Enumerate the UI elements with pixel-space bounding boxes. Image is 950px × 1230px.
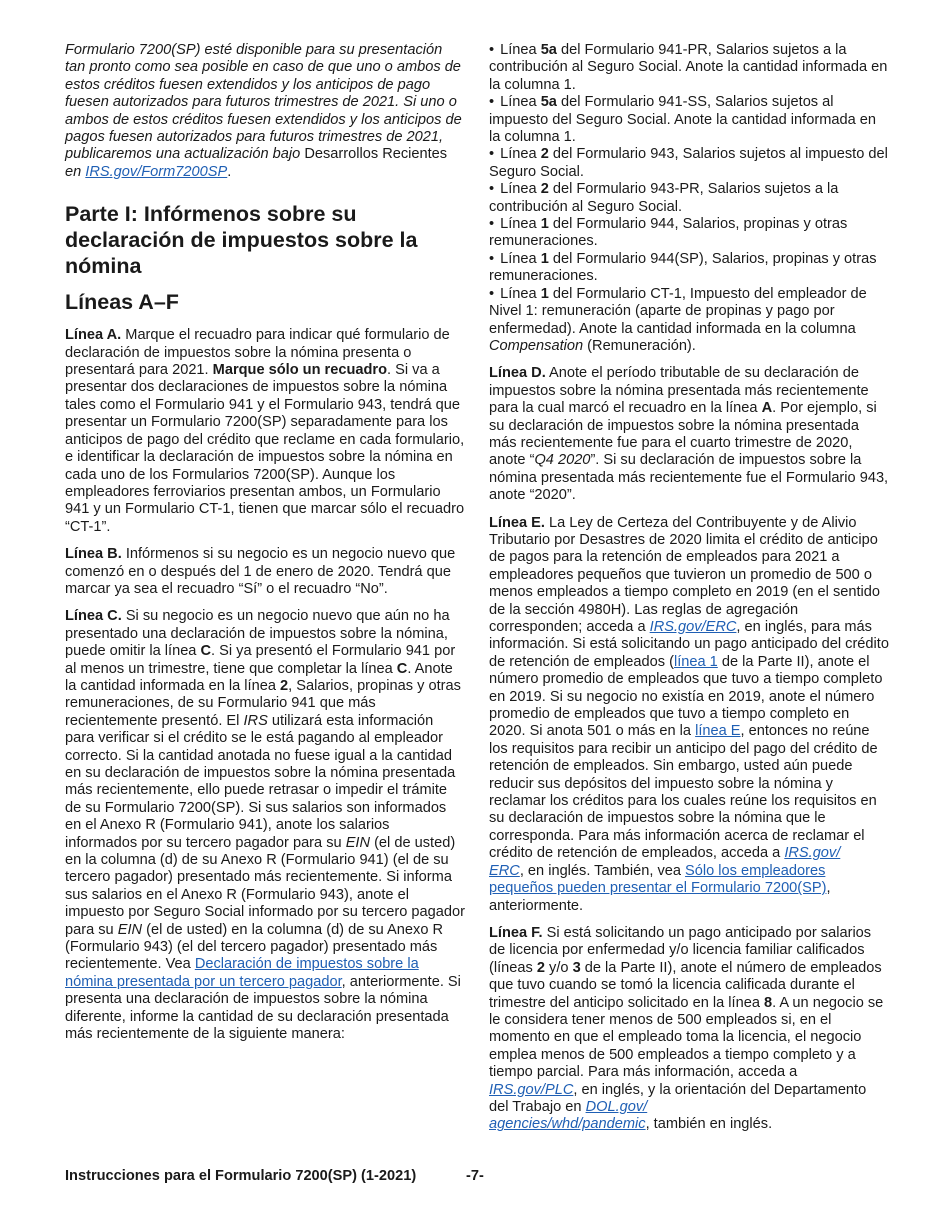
- list-item: • Línea 1 del Formulario 944(SP), Salarios, propinas y otras remuneraciones.: [489, 251, 889, 286]
- dol-pandemic-link-cont[interactable]: agencies/whd/pandemic: [489, 1116, 646, 1133]
- list-item: • Línea 5a del Formulario 941-PR, Salarios sujetos a la contribución al Seguro Social. Anote la cantidad informada en la columna 1.: [489, 42, 889, 94]
- list-item: • Línea 1 del Formulario CT-1, Impuesto del empleador de Nivel 1: remuneración (aparte de propinas y pago por enfermedad). Anote la cantidad informada en la columna Compensation (Remuneración).: [489, 286, 889, 356]
- dol-pandemic-link[interactable]: DOL.gov/: [585, 1098, 648, 1115]
- list-item: • Línea 2 del Formulario 943-PR, Salarios sujetos a la contribución al Seguro Social.: [489, 181, 889, 216]
- list-item: • Línea 2 del Formulario 943, Salarios sujetos al impuesto del Seguro Social.: [489, 146, 889, 181]
- section-heading: Parte I: Infórmenos sobre su declaración de impuestos sobre la nómina: [65, 202, 418, 279]
- line-e-paragraph: Línea E. La Ley de Certeza del Contribuyente y de Alivio Tributario por Desastres de 2020 limita el crédito de anticipo de pagos para la retención de empleados para 2021 a empleadores pequeños que tuvieron un promedio de 500 o menos empleados a tiempo completo en 2019 (en el sentido de la sección 4980H). Las reglas de agregación corresponden; acceda a IRS.gov/ERC, en inglés, para más información. Si está solicitando un pago anticipado del crédito de retención de empleados (línea 1 de la Parte II), anote el número promedio de empleados que tuvo a tiempo completo en 2019. Si su negocio no existía en 2019, anote el número promedio de empleados que tuvo a tiempo completo en 2020. Si anota 501 o más en la línea E, entonces no reúne los requisitos para recibir un anticipo del pago del crédito de retención de empleados. Sin embargo, usted aún puede reducir sus depósitos del impuesto sobre la nómina y reclamar los créditos para los cuales reúne los requisitos en su declaración de impuestos sobre la nómina que le corresponda. Para más información acerca de reclamar el crédito de retención de empleados, acceda a IRS.gov/ ERC, en inglés. También, vea Sólo los empleadores pequeños pueden presentar el Formulario 7200(SP), anteriormente.: [489, 514, 889, 914]
- list-item: • Línea 1 del Formulario 944, Salarios, propinas y otras remuneraciones.: [489, 216, 889, 251]
- footer-title: Instrucciones para el Formulario 7200(SP) (1-2021): [65, 1168, 417, 1184]
- intro-paragraph: Formulario 7200(SP) esté disponible para su presentación tan pronto como sea posible en caso de que uno o ambos de estos créditos fuesen extendidos y los anticipos de pago fuesen autorizados para futuros trimestres de 2021. Si uno o ambos de estos créditos fuesen extendidos y los anticipos de pagos fuesen autorizados para futuros trimestres de 2021, publicaremos una actualización bajo Desarrollos Recientes en IRS.gov/Form7200SP.: [65, 42, 462, 180]
- line-f-paragraph: Línea F. Si está solicitando un pago anticipado por salarios de licencia por enfermedad y/o licencia familiar calificados (líneas 2 y/o 3 de la Parte II), anote el número de empleados que tuvo cuando se tomó la licencia calificada durante el trimestre del anticipo solicitado en la línea 8. A un negocio se le considera tener menos de 500 empleados si, en el momento en que el empleado toma la licencia, el negocio emplea menos de 500 empleados a tiempo completo y a tiempo parcial. Para más información, acceda a IRS.gov/PLC, en inglés, y la orientación del Departamento del Trabajo en DOL.gov/ agencies/whd/pandemic, también en inglés.: [489, 924, 884, 1133]
- irs-erc-link-2[interactable]: IRS.gov/: [784, 845, 841, 862]
- irs-plc-link[interactable]: IRS.gov/PLC: [489, 1081, 574, 1098]
- small-employers-link[interactable]: Sólo los empleadores: [685, 862, 826, 879]
- page-number: -7-: [466, 1168, 484, 1184]
- small-employers-link-cont[interactable]: pequeños pueden presentar el Formulario 7200(SP): [489, 880, 827, 897]
- subsection-heading: Líneas A–F: [65, 290, 179, 315]
- line-d-paragraph: Línea D. Anote el período tributable de su declaración de impuestos sobre la nómina presentada más recientemente para la cual marcó el recuadro en la línea A. Por ejemplo, si su declaración de impuestos sobre la nómina presentada más recientemente fue para el cuarto trimestre de 2020, anote “Q4 2020”. Si su declaración de impuestos sobre la nómina presentada más recientemente fue el Formulario 943, anote “2020”.: [489, 365, 889, 504]
- right-column: [489, 42, 889, 1144]
- line-1-link[interactable]: línea 1: [673, 653, 718, 670]
- irs-form7200sp-link[interactable]: IRS.gov/Form7200SP: [85, 163, 228, 180]
- line-b-paragraph: Línea B. Infórmenos si su negocio es un negocio nuevo que comenzó en o después del 1 de enero de 2020. Tendrá que marcar ya sea el recuadro “Sí” o el recuadro “No”.: [65, 546, 456, 597]
- form-lines-list: [489, 42, 889, 355]
- page-footer: [65, 1168, 885, 1184]
- line-c-paragraph: Línea C. Si su negocio es un negocio nuevo que aún no ha presentado una declaración de impuestos sobre la nómina, puede omitir la línea C. Si ya presentó el Formulario 941 por al menos un trimestre, tiene que completar la línea C. Anote la cantidad informada en la línea 2, Salarios, propinas y otras remuneraciones, de su Formulario 941 que más recientemente presentó. El IRS utilizará esta información para verificar si el crédito se le está pagando al empleador correcto. Si la cantidad anotada no fuese igual a la cantidad en su declaración de impuestos sobre la nómina presentada más recientemente, ello puede retrasar o impedir el trámite de su Formulario 7200(SP). Si sus salarios son informados en el Anexo R (Formulario 941), anote los salarios informados por su tercero pagador para su EIN (el de usted) en la columna (d) de su Anexo R (Formulario 941) (el de su tercero pagador) presentado más recientemente. Si informa sus salarios en el Anexo R (Formulario 943), anote el impuesto por Seguro Social informado por su tercero pagador para su EIN (el de usted) en la columna (d) de su Anexo R (Formulario 943) (el del tercero pagador) presentado más recientemente. Vea Declaración de impuestos sobre la nómina presentada por un tercero pagador, anteriormente. Si presenta una declaración de impuestos sobre la nómina diferente, informe la cantidad de su declaración presentada más recientemente de la siguiente manera:: [65, 608, 465, 1043]
- list-item: • Línea 5a del Formulario 941-SS, Salarios sujetos al impuesto del Seguro Social. Anote la cantidad informada en la columna 1.: [489, 94, 889, 146]
- third-party-payer-link[interactable]: Declaración de impuestos sobre la nómina presentada por un tercero pagador: [65, 956, 419, 990]
- irs-erc-link-2-cont[interactable]: ERC: [489, 862, 520, 879]
- irs-erc-link[interactable]: IRS.gov/ERC: [649, 619, 737, 635]
- line-a-paragraph: Línea A. Marque el recuadro para indicar qué formulario de declaración de impuestos sobre la nómina presenta o presentará para 2021. Marque sólo un recuadro. Si va a presentar dos declaraciones de impuestos sobre la nómina tales como el Formulario 941 y el Formulario 943, tendrá que presentar un Formulario 7200(SP) separadamente para los anticipos de pago del crédito que reclame en cada formulario, e identificar la declaración de impuestos sobre la nómina en cada uno de los Formularios 7200(SP). Aunque los empleadores ferroviarios presentan ambos, un Formulario 941 y un Formulario CT-1, tienen que marcar sólo el recuadro “CT-1”.: [65, 327, 465, 535]
- left-column: [65, 42, 465, 1054]
- line-e-link[interactable]: línea E: [695, 723, 741, 740]
